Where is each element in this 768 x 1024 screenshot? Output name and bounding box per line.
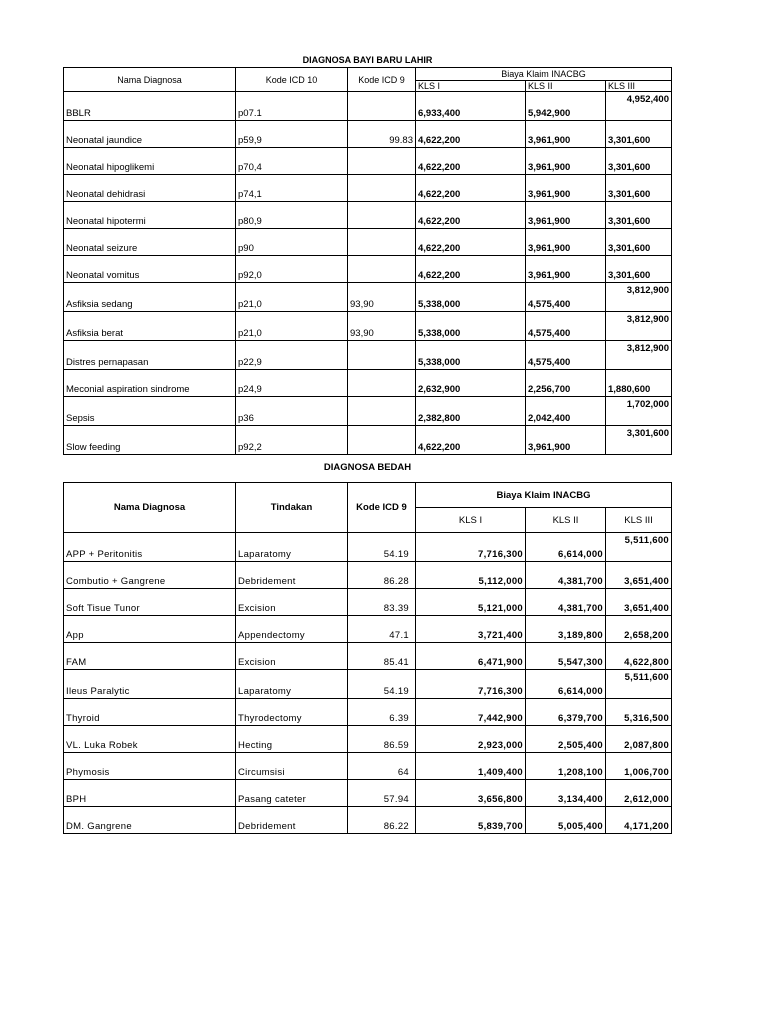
table-row	[64, 370, 672, 397]
table-row	[64, 426, 672, 455]
cell-tindakan: Circumsisi	[236, 753, 348, 780]
cell-kls1: 7,442,900	[416, 699, 526, 726]
header-kls1: KLS I	[416, 81, 526, 92]
cell-kode-icd9	[348, 92, 416, 121]
cell-kode-icd10: p22,9	[236, 341, 348, 370]
cell-kls2: 3,189,800	[526, 616, 606, 643]
cell-kls2: 3,961,900	[526, 256, 606, 283]
cell-kls1: 6,471,900	[416, 643, 526, 670]
cell-kls3: 3,812,900	[606, 283, 672, 312]
cell-kode-icd10: p80,9	[236, 202, 348, 229]
cell-kls1: 6,933,400	[416, 92, 526, 121]
cell-nama-diagnosa: Neonatal seizure	[64, 229, 236, 256]
table-row	[64, 202, 672, 229]
cell-kls3: 3,301,600	[606, 175, 672, 202]
cell-tindakan: Laparatomy	[236, 670, 348, 699]
cell-kls2: 2,042,400	[526, 397, 606, 426]
cell-kode-icd9: 6.39	[348, 699, 416, 726]
cell-tindakan: Debridement	[236, 562, 348, 589]
cell-kode-icd9	[348, 426, 416, 455]
cell-kode-icd9: 54.19	[348, 670, 416, 699]
cell-nama-diagnosa: Ileus Paralytic	[64, 670, 236, 699]
cell-kls3: 1,880,600	[606, 370, 672, 397]
cell-kls3: 4,622,800	[606, 643, 672, 670]
cell-kls3: 3,301,600	[606, 426, 672, 455]
cell-kode-icd10: p21,0	[236, 283, 348, 312]
table-row	[64, 312, 672, 341]
cell-nama-diagnosa: Thyroid	[64, 699, 236, 726]
cell-kls2: 3,961,900	[526, 175, 606, 202]
cell-nama-diagnosa: Meconial aspiration sindrome	[64, 370, 236, 397]
table-bayi-baru-lahir	[63, 67, 672, 455]
table-row	[64, 726, 672, 753]
header-kls3: KLS III	[606, 81, 672, 92]
cell-kls1: 3,721,400	[416, 616, 526, 643]
header-tindakan: Tindakan	[236, 483, 348, 533]
cell-nama-diagnosa: FAM	[64, 643, 236, 670]
cell-kode-icd10: p74,1	[236, 175, 348, 202]
cell-nama-diagnosa: Soft Tisue Tunor	[64, 589, 236, 616]
table-row	[64, 753, 672, 780]
cell-kls2: 3,134,400	[526, 780, 606, 807]
table-row	[64, 283, 672, 312]
cell-kls1: 7,716,300	[416, 670, 526, 699]
cell-kls1: 5,338,000	[416, 341, 526, 370]
cell-kode-icd10: p92,2	[236, 426, 348, 455]
table-row	[64, 780, 672, 807]
cell-kls2: 4,381,700	[526, 589, 606, 616]
cell-kls1: 5,338,000	[416, 312, 526, 341]
header-kls2: KLS II	[526, 81, 606, 92]
cell-kls1: 3,656,800	[416, 780, 526, 807]
cell-kls2: 3,961,900	[526, 229, 606, 256]
cell-kode-icd9: 93,90	[348, 283, 416, 312]
cell-kls3: 5,511,600	[606, 670, 672, 699]
cell-kode-icd9	[348, 202, 416, 229]
header-kls1: KLS I	[416, 508, 526, 533]
cell-kode-icd10: p59,9	[236, 121, 348, 148]
cell-kls2: 6,379,700	[526, 699, 606, 726]
cell-kode-icd9: 99.83	[348, 121, 416, 148]
cell-kls3: 2,612,000	[606, 780, 672, 807]
cell-kode-icd9: 86.28	[348, 562, 416, 589]
table-row	[64, 175, 672, 202]
cell-kls2: 6,614,000	[526, 533, 606, 562]
cell-kls1: 4,622,200	[416, 202, 526, 229]
cell-nama-diagnosa: VL. Luka Robek	[64, 726, 236, 753]
table-row	[64, 148, 672, 175]
cell-kode-icd10: p70,4	[236, 148, 348, 175]
cell-kode-icd9	[348, 256, 416, 283]
cell-kls3: 3,301,600	[606, 202, 672, 229]
cell-nama-diagnosa: Slow feeding	[64, 426, 236, 455]
cell-nama-diagnosa: Asfiksia sedang	[64, 283, 236, 312]
cell-kls2: 4,381,700	[526, 562, 606, 589]
table-row	[64, 616, 672, 643]
cell-kls3: 3,812,900	[606, 341, 672, 370]
cell-tindakan: Hecting	[236, 726, 348, 753]
cell-kls3: 2,658,200	[606, 616, 672, 643]
header-biaya-klaim: Biaya Klaim INACBG	[416, 68, 672, 81]
table-row	[64, 643, 672, 670]
cell-nama-diagnosa: DM. Gangrene	[64, 807, 236, 834]
cell-nama-diagnosa: Neonatal jaundice	[64, 121, 236, 148]
cell-nama-diagnosa: Combutio + Gangrene	[64, 562, 236, 589]
table-title-bayi: DIAGNOSA BAYI BARU LAHIR	[302, 55, 433, 65]
table-row	[64, 807, 672, 834]
header-nama-diagnosa: Nama Diagnosa	[64, 483, 236, 533]
header-nama-diagnosa: Nama Diagnosa	[64, 68, 236, 92]
cell-kls2: 3,961,900	[526, 148, 606, 175]
cell-nama-diagnosa: Neonatal dehidrasi	[64, 175, 236, 202]
cell-kls2: 3,961,900	[526, 426, 606, 455]
cell-kls1: 2,632,900	[416, 370, 526, 397]
cell-kode-icd9: 54.19	[348, 533, 416, 562]
cell-nama-diagnosa: Neonatal hipoglikemi	[64, 148, 236, 175]
cell-kls2: 4,575,400	[526, 283, 606, 312]
cell-kode-icd10: p07.1	[236, 92, 348, 121]
cell-kls1: 4,622,200	[416, 256, 526, 283]
cell-kls1: 4,622,200	[416, 426, 526, 455]
cell-kls3: 3,651,400	[606, 589, 672, 616]
cell-kls2: 5,942,900	[526, 92, 606, 121]
cell-kode-icd9	[348, 341, 416, 370]
cell-tindakan: Thyrodectomy	[236, 699, 348, 726]
cell-kls1: 7,716,300	[416, 533, 526, 562]
cell-kode-icd9	[348, 397, 416, 426]
cell-kode-icd10: p24,9	[236, 370, 348, 397]
cell-kls3: 3,651,400	[606, 562, 672, 589]
cell-kls3: 4,952,400	[606, 92, 672, 121]
cell-nama-diagnosa: BPH	[64, 780, 236, 807]
cell-kls3: 5,316,500	[606, 699, 672, 726]
table-row	[64, 229, 672, 256]
cell-kls2: 5,547,300	[526, 643, 606, 670]
cell-kls3: 1,702,000	[606, 397, 672, 426]
cell-nama-diagnosa: APP + Peritonitis	[64, 533, 236, 562]
header-kode-icd10: Kode ICD 10	[236, 68, 348, 92]
cell-kls2: 2,505,400	[526, 726, 606, 753]
cell-kls1: 5,839,700	[416, 807, 526, 834]
table-row	[64, 256, 672, 283]
cell-kode-icd10: p90	[236, 229, 348, 256]
cell-kls3: 2,087,800	[606, 726, 672, 753]
cell-kode-icd9: 47.1	[348, 616, 416, 643]
cell-kode-icd9: 57.94	[348, 780, 416, 807]
table-row	[64, 589, 672, 616]
cell-nama-diagnosa: Distres pernapasan	[64, 341, 236, 370]
cell-nama-diagnosa: Asfiksia berat	[64, 312, 236, 341]
cell-kls2: 6,614,000	[526, 670, 606, 699]
cell-kls3: 3,301,600	[606, 229, 672, 256]
header-kls2: KLS II	[526, 508, 606, 533]
header-kls3: KLS III	[606, 508, 672, 533]
table-row	[64, 699, 672, 726]
cell-tindakan: Appendectomy	[236, 616, 348, 643]
table-row	[64, 121, 672, 148]
cell-kls3: 4,171,200	[606, 807, 672, 834]
cell-kode-icd9: 86.22	[348, 807, 416, 834]
cell-kode-icd9: 93,90	[348, 312, 416, 341]
cell-kls3: 5,511,600	[606, 533, 672, 562]
cell-tindakan: Laparatomy	[236, 533, 348, 562]
cell-kode-icd9: 64	[348, 753, 416, 780]
cell-kls2: 5,005,400	[526, 807, 606, 834]
cell-kode-icd9	[348, 148, 416, 175]
table-row	[64, 341, 672, 370]
table-title-bedah: DIAGNOSA BEDAH	[323, 462, 412, 473]
table-row	[64, 397, 672, 426]
table-row	[64, 533, 672, 562]
header-kode-icd9: Kode ICD 9	[348, 483, 416, 533]
cell-nama-diagnosa: App	[64, 616, 236, 643]
cell-kls2: 3,961,900	[526, 202, 606, 229]
cell-kls1: 2,923,000	[416, 726, 526, 753]
cell-tindakan: Pasang cateter	[236, 780, 348, 807]
cell-kls1: 4,622,200	[416, 148, 526, 175]
cell-kls1: 1,409,400	[416, 753, 526, 780]
cell-kls2: 1,208,100	[526, 753, 606, 780]
cell-kls3: 3,812,900	[606, 312, 672, 341]
cell-kode-icd10: p36	[236, 397, 348, 426]
cell-kode-icd10: p92,0	[236, 256, 348, 283]
cell-kode-icd9	[348, 175, 416, 202]
cell-tindakan: Debridement	[236, 807, 348, 834]
header-kode-icd9: Kode ICD 9	[348, 68, 416, 92]
cell-kls2: 2,256,700	[526, 370, 606, 397]
cell-nama-diagnosa: BBLR	[64, 92, 236, 121]
cell-kode-icd9	[348, 229, 416, 256]
cell-kls3: 3,301,600	[606, 148, 672, 175]
cell-kode-icd9: 86.59	[348, 726, 416, 753]
cell-kls1: 4,622,200	[416, 229, 526, 256]
cell-kls3: 1,006,700	[606, 753, 672, 780]
cell-kode-icd10: p21,0	[236, 312, 348, 341]
cell-nama-diagnosa: Neonatal vomitus	[64, 256, 236, 283]
cell-tindakan: Excision	[236, 589, 348, 616]
cell-nama-diagnosa: Phymosis	[64, 753, 236, 780]
cell-kls2: 3,961,900	[526, 121, 606, 148]
cell-kode-icd9: 83.39	[348, 589, 416, 616]
cell-kls2: 4,575,400	[526, 341, 606, 370]
cell-kls1: 5,112,000	[416, 562, 526, 589]
cell-kls1: 5,121,000	[416, 589, 526, 616]
cell-nama-diagnosa: Sepsis	[64, 397, 236, 426]
cell-kls1: 2,382,800	[416, 397, 526, 426]
cell-kls3: 3,301,600	[606, 256, 672, 283]
cell-kode-icd9: 85.41	[348, 643, 416, 670]
cell-kls3: 3,301,600	[606, 121, 672, 148]
cell-kls1: 4,622,200	[416, 121, 526, 148]
cell-kls1: 5,338,000	[416, 283, 526, 312]
cell-kode-icd9	[348, 370, 416, 397]
header-biaya-klaim: Biaya Klaim INACBG	[416, 483, 672, 508]
table-row	[64, 670, 672, 699]
cell-nama-diagnosa: Neonatal hipotermi	[64, 202, 236, 229]
cell-kls1: 4,622,200	[416, 175, 526, 202]
table-row	[64, 92, 672, 121]
cell-tindakan: Excision	[236, 643, 348, 670]
cell-kls2: 4,575,400	[526, 312, 606, 341]
table-diagnosa-bedah	[63, 482, 672, 834]
table-row	[64, 562, 672, 589]
